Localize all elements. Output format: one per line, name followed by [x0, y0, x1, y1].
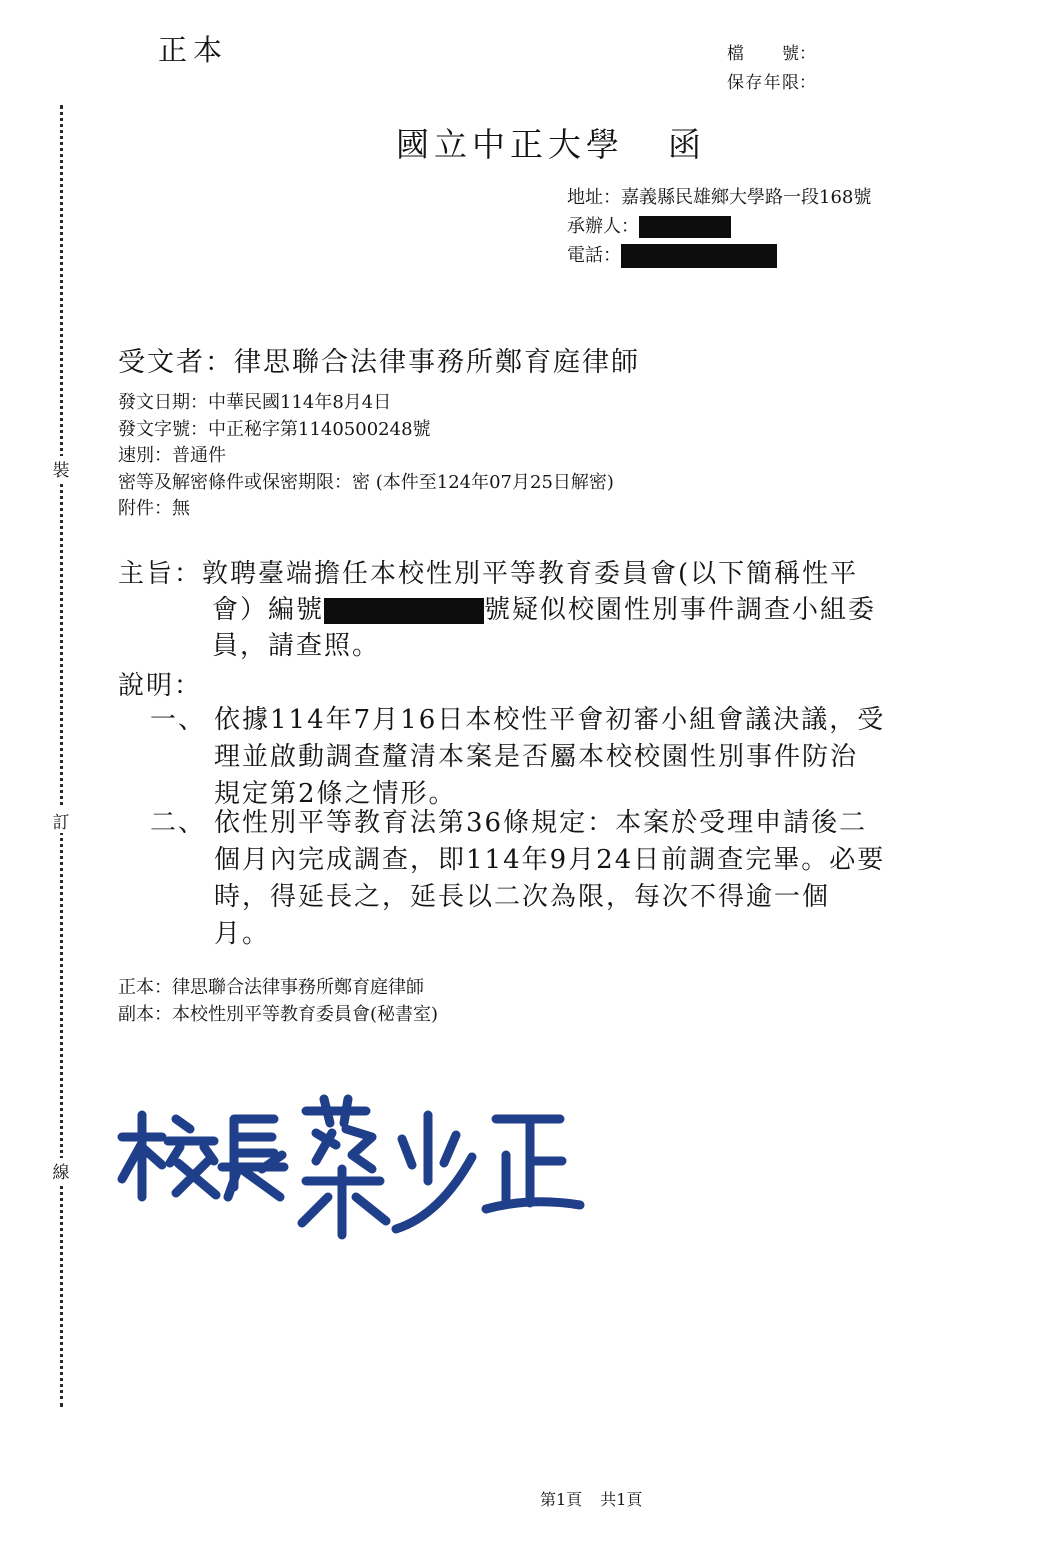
- item-line: 規定第2條之情形。: [214, 779, 457, 809]
- title-org: 國立中正大學: [396, 125, 624, 164]
- dispatch-date: 發文日期：中華民國114年8月4日: [118, 392, 392, 413]
- distribution-copy: 副本：本校性別平等教育委員會(秘書室): [118, 1004, 439, 1025]
- binding-line: [60, 105, 63, 1407]
- explanation-item: [150, 702, 885, 813]
- subject-line-3: 員，請查照。: [212, 631, 381, 661]
- item-number: 二、: [150, 808, 207, 838]
- binding-mark-ding: 訂: [50, 808, 72, 833]
- phone-label: 電話：: [567, 245, 621, 266]
- dispatch-ref-no: 發文字號：中正秘字第1140500248號: [118, 418, 431, 440]
- dispatch-speed: 速別：普通件: [118, 445, 226, 466]
- binding-mark-zhuang: 裝: [50, 456, 72, 481]
- item-line: 個月內完成調查，即114年9月24日前調查完畢。必要: [214, 845, 886, 875]
- signature-stroke: [122, 1115, 162, 1197]
- item-line: 依性別平等教育法第36條規定：本案於受理申請後二: [214, 808, 868, 838]
- file-no-label: 檔 號: [727, 44, 799, 64]
- address-value: 嘉義縣民雄鄉大學路一段168號: [621, 187, 872, 208]
- recipient: 受文者：律思聯合法律事務所鄭育庭律師: [118, 347, 640, 378]
- dispatch-meta: [118, 390, 614, 523]
- item-line: 月。: [214, 919, 271, 949]
- president-signature: [110, 1085, 590, 1245]
- item-line: 理並啟動調查釐清本案是否屬本校校園性別事件防治: [214, 742, 859, 772]
- item-line: 依據114年7月16日本校性平會初審小組會議決議，受: [214, 705, 886, 735]
- phone-redaction: [621, 244, 777, 268]
- dispatch-secrecy: 密等及解密條件或保密期限：密 (本件至124年07月25日解密): [118, 471, 614, 493]
- item-number: 一、: [150, 705, 207, 735]
- handler-redaction: [639, 216, 731, 238]
- page-total: 共1頁: [600, 1490, 643, 1509]
- handler-label: 承辦人：: [567, 216, 639, 237]
- address-label: 地址：: [567, 187, 621, 208]
- retention-colon: ：: [799, 73, 816, 93]
- document-title: [396, 119, 706, 166]
- subject: [118, 556, 876, 664]
- signature-stroke: [222, 1119, 284, 1197]
- retention-label: 保存年限: [727, 73, 799, 93]
- contact-block: [567, 183, 871, 270]
- item-line: 時，得延長之，延長以二次為限，每次不得逾一個: [214, 882, 831, 912]
- subject-line-1: 主旨：敦聘臺端擔任本校性別平等教育委員會(以下簡稱性平: [118, 559, 859, 589]
- distribution-original: 正本：律思聯合法律事務所鄭育庭律師: [118, 977, 424, 998]
- signature-stroke: [486, 1119, 580, 1209]
- subject-line-2-pre: 會）編號: [212, 595, 325, 625]
- signature-stroke: [396, 1115, 472, 1229]
- binding-mark-xian: 線: [50, 1158, 72, 1183]
- dispatch-attachment: 附件：無: [118, 498, 190, 519]
- case-no-redaction: [324, 598, 484, 624]
- signature-stroke: [168, 1119, 216, 1195]
- page-current: 第1頁: [540, 1490, 583, 1509]
- distribution: [118, 974, 438, 1028]
- signature-stroke: [306, 1099, 366, 1123]
- subject-line-2-post: 號疑似校園性別事件調查小組委: [484, 595, 877, 625]
- page-number: [540, 1487, 642, 1510]
- explanation-item: [150, 805, 885, 953]
- subject-line-2: [118, 592, 876, 628]
- copy-mark: 正本: [158, 33, 229, 67]
- file-meta: [727, 40, 816, 98]
- title-type: 函: [668, 125, 706, 164]
- explanation-heading: 說明：: [118, 671, 203, 701]
- file-no-colon: ：: [799, 44, 816, 64]
